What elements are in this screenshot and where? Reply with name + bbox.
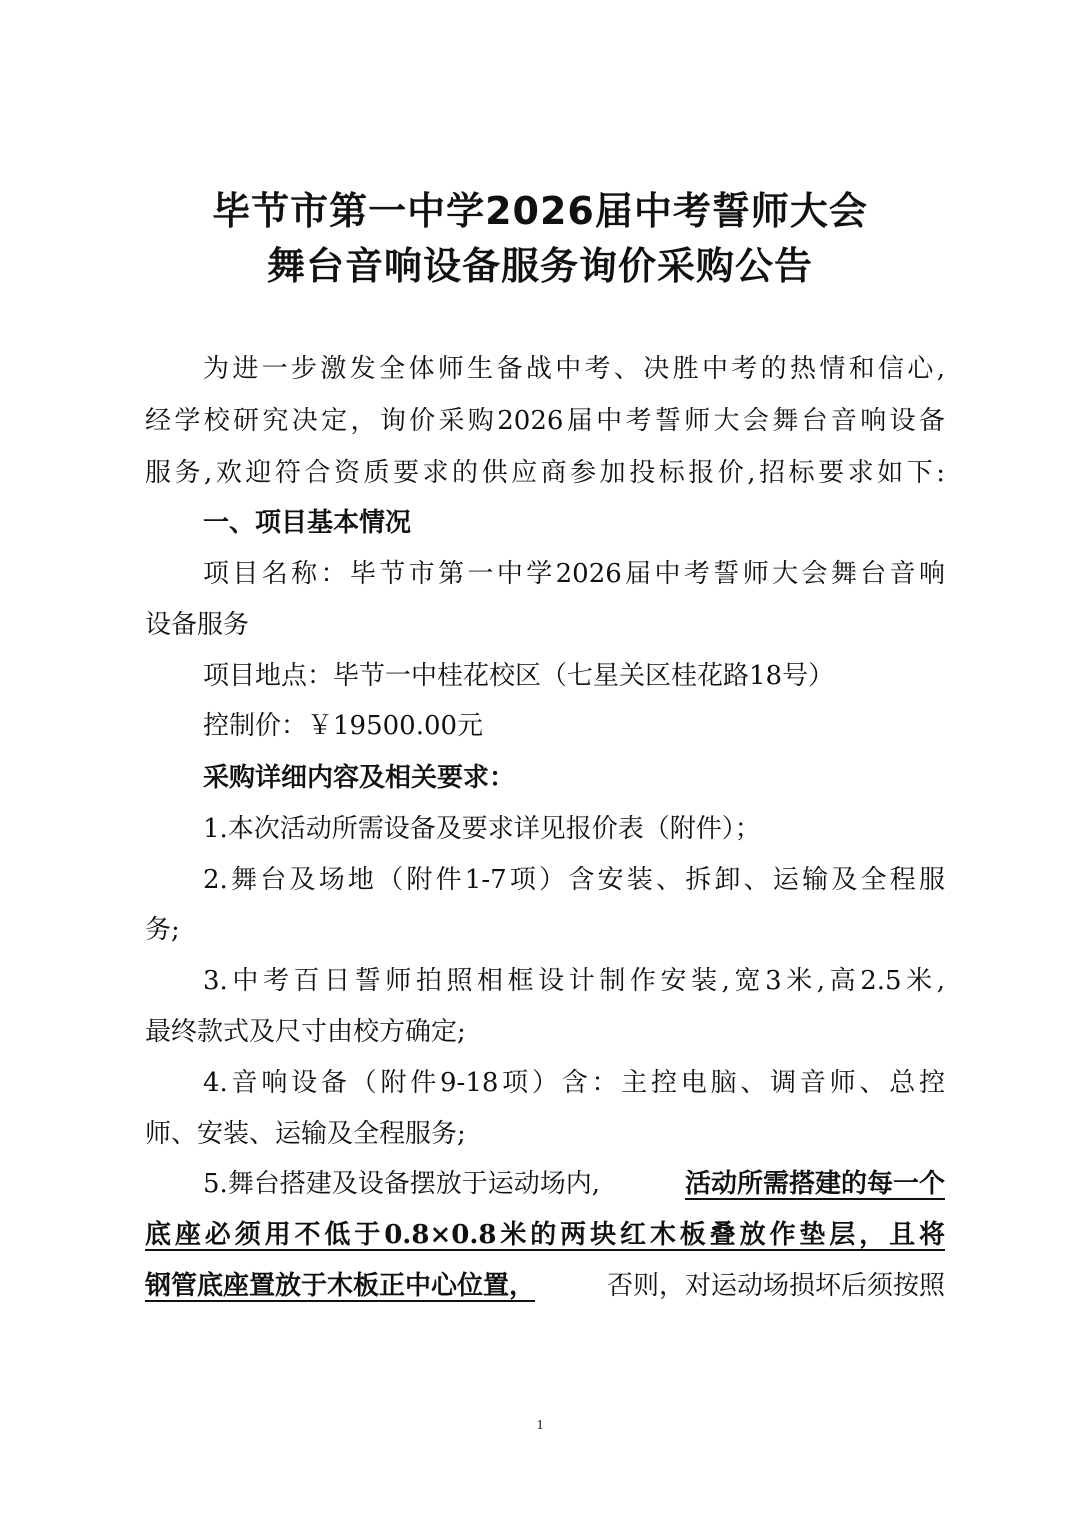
requirement-item-4-line-2: 师、安装、运输及全程服务; xyxy=(145,1119,466,1149)
page-title-line-2: 舞台音响设备服务询价采购公告 xyxy=(266,244,813,288)
requirement-item-5-line-1 xyxy=(203,1164,945,1204)
requirement-item-4-line-1: 4.音响设备（附件9-18项）含：主控电脑、调音师、总控 xyxy=(203,1068,945,1098)
section-heading-project-info: 一、项目基本情况 xyxy=(203,508,412,538)
control-price: 控制价：￥19500.00元 xyxy=(203,711,484,741)
requirement-item-2-line-2: 务; xyxy=(145,915,180,945)
requirement-item-5-line-3 xyxy=(145,1266,945,1306)
requirements-heading: 采购详细内容及相关要求： xyxy=(203,763,516,793)
project-name-line-2: 设备服务 xyxy=(145,610,250,640)
requirement-item-5-emphasis: 活动所需搭建的每一个 xyxy=(684,1169,945,1199)
intro-line-3: 服务,欢迎符合资质要求的供应商参加投标报价,招标要求如下: xyxy=(145,458,945,488)
requirement-item-1: 1.本次活动所需设备及要求详见报价表（附件）； xyxy=(203,814,761,844)
intro-line-1: 为进一步激发全体师生备战中考、决胜中考的热情和信心, xyxy=(203,354,945,384)
requirement-item-5-text: 5.舞台搭建及设备摆放于运动场内, xyxy=(203,1169,601,1199)
intro-line-2: 经学校研究决定，询价采购2026届中考誓师大会舞台音响设备 xyxy=(145,406,945,436)
requirement-item-3-line-1: 3.中考百日誓师拍照相框设计制作安装,宽3米,高2.5米, xyxy=(203,966,945,996)
requirement-item-5-text-continued: 否则，对运动场损坏后须按照 xyxy=(606,1271,945,1301)
project-name-line-1: 项目名称：毕节市第一中学2026届中考誓师大会舞台音响 xyxy=(203,559,945,589)
requirement-item-3-line-2: 最终款式及尺寸由校方确定; xyxy=(145,1017,466,1047)
requirement-item-5-line-2: 底座必须用不低于0.8×0.8米的两块红木板叠放作垫层，且将 xyxy=(145,1220,945,1250)
project-location: 项目地点：毕节一中桂花校区（七星关区桂花路18号） xyxy=(203,661,835,691)
requirement-item-2-line-1: 2.舞台及场地（附件1-7项）含安装、拆卸、运输及全程服 xyxy=(203,865,945,895)
page-title-line-1: 毕节市第一中学2026届中考誓师大会 xyxy=(212,189,868,233)
requirement-item-5-emphasis-end: 钢管底座置放于木板正中心位置， xyxy=(145,1271,536,1301)
page-number: 1 xyxy=(536,1418,544,1433)
